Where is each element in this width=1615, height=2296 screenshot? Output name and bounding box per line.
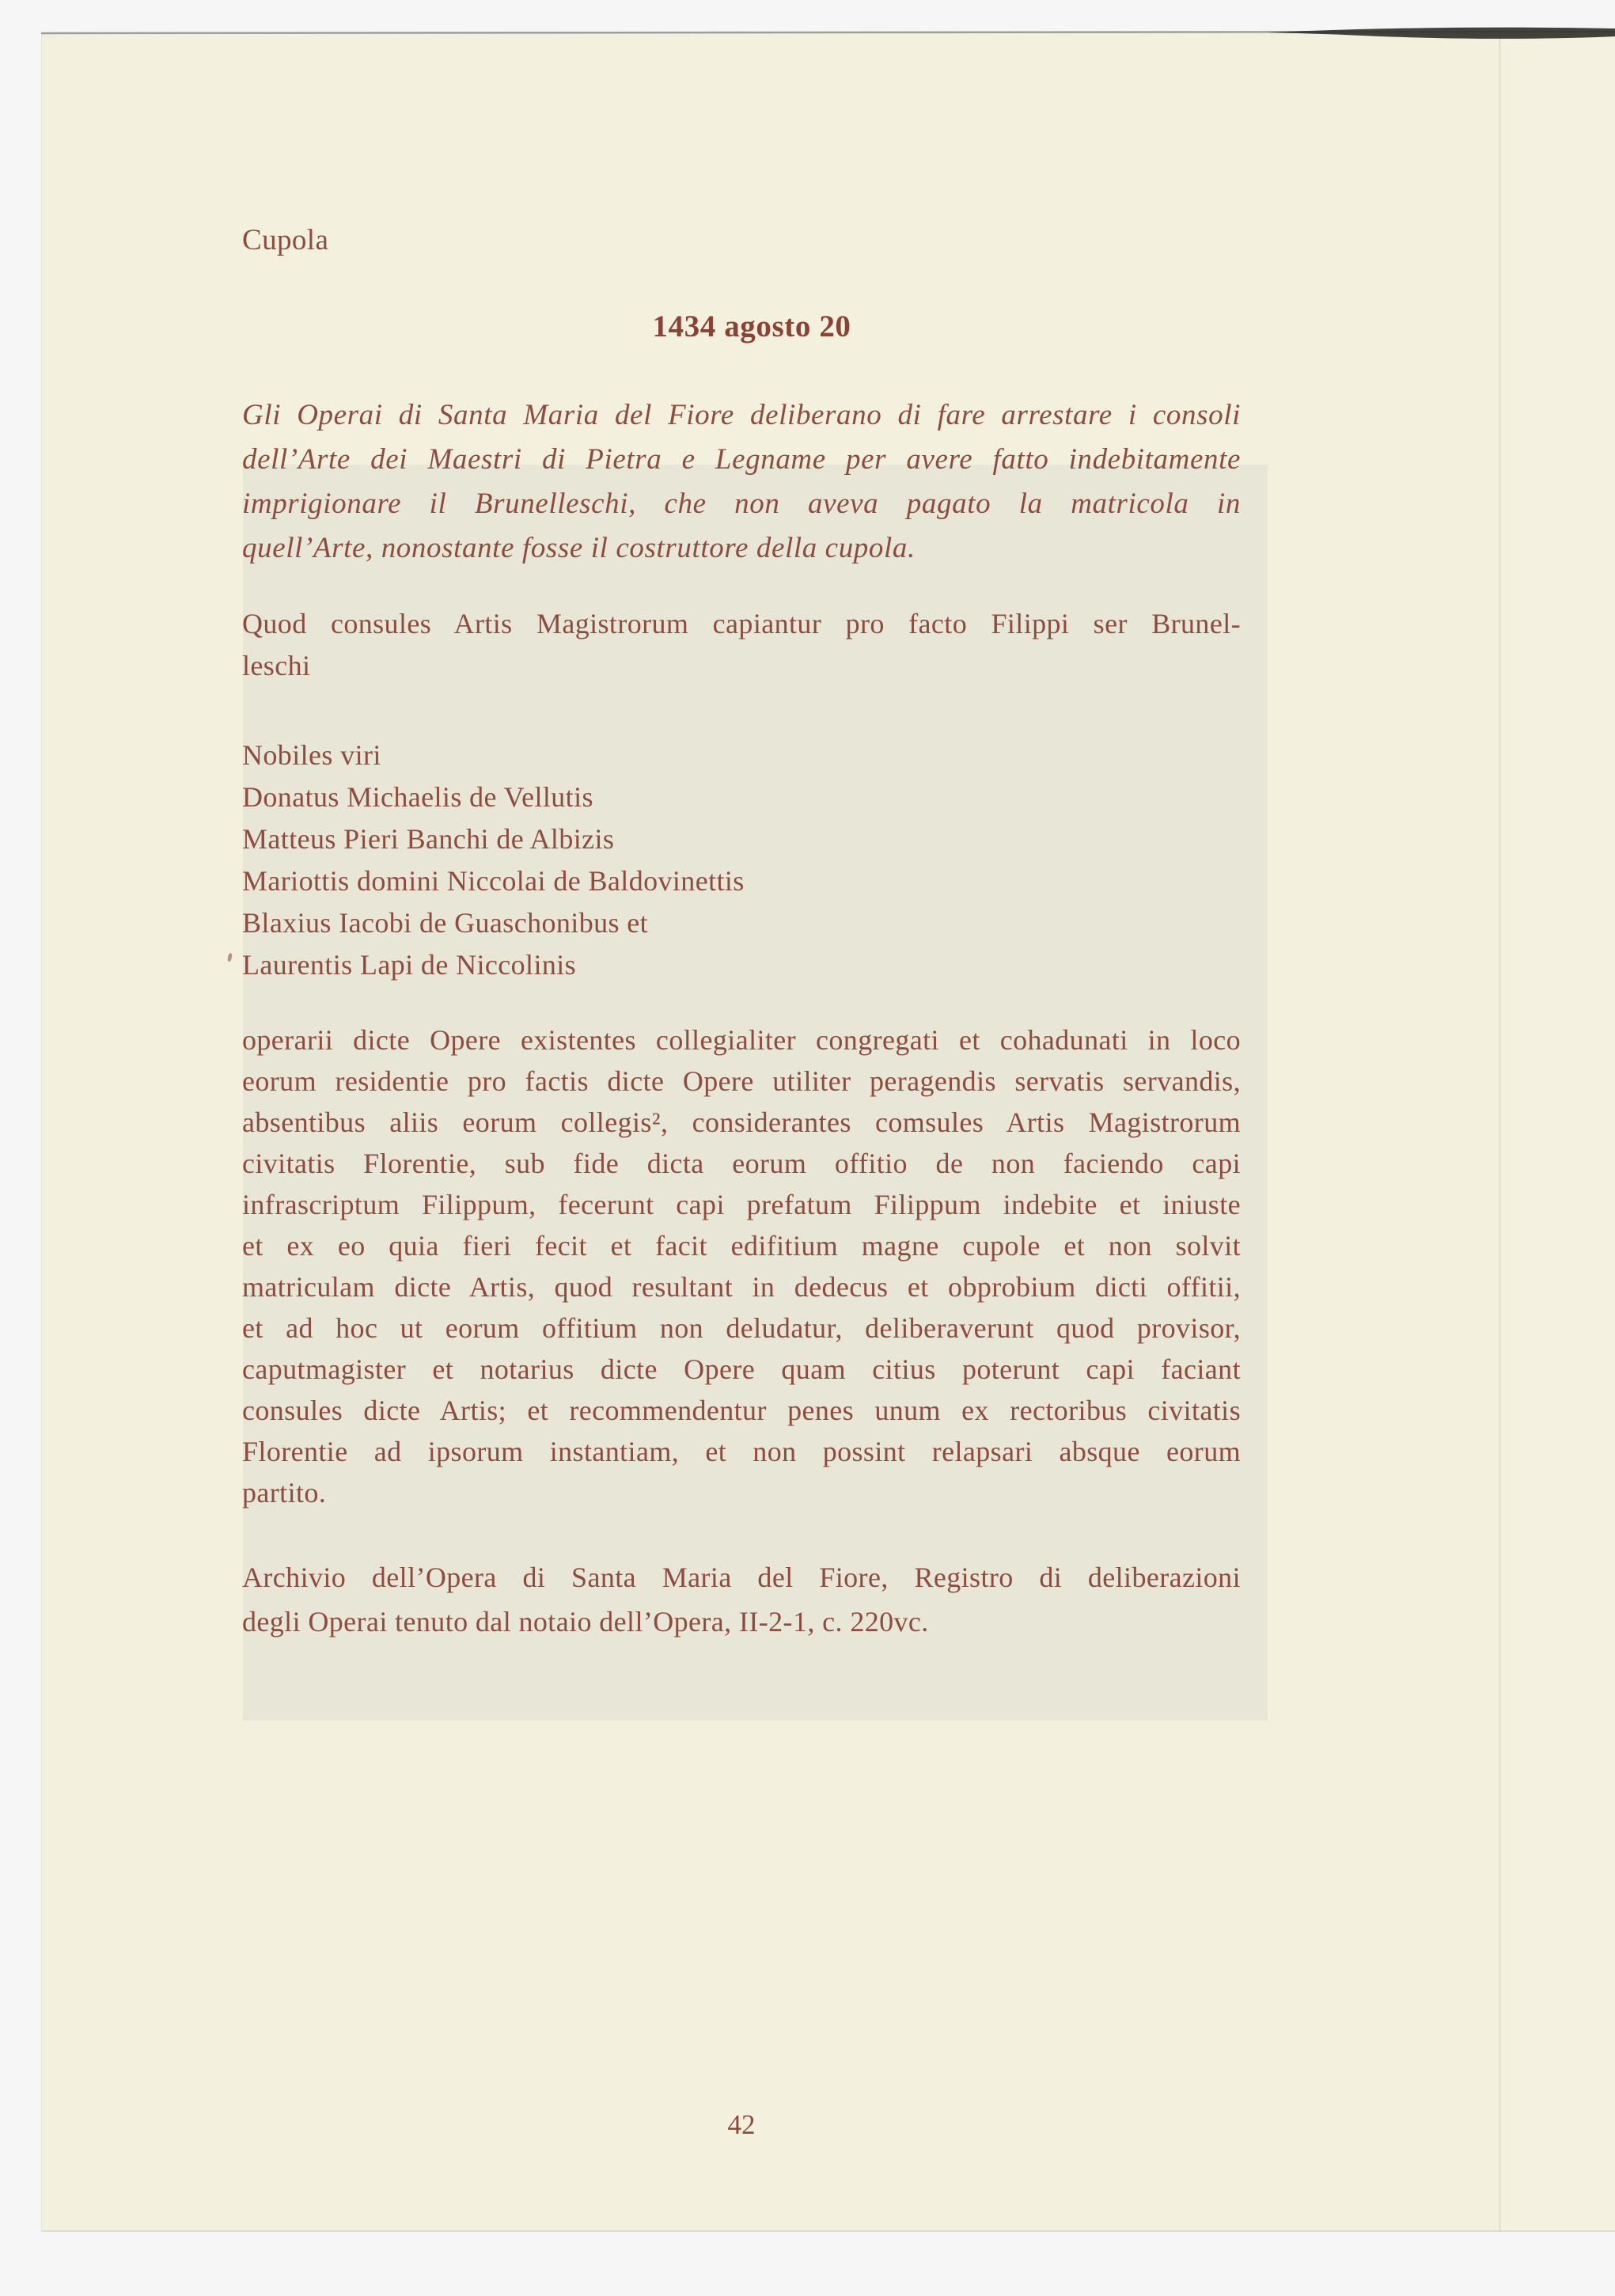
- summary-line: Gli Operai di Santa Maria del Fiore deliberano di fare arrestare i consoli: [242, 399, 1241, 431]
- body-line: eorum residentie pro factis dicte Opere utiliter peragendis servatis servandis,: [242, 1065, 1241, 1097]
- body-paragraph: [242, 1019, 1241, 1513]
- body-line: et ex eo quia fieri fecit et facit edifitium magne cupole et non solvit: [242, 1230, 1241, 1262]
- body-line: caputmagister et notarius dicte Opere quam citius poterunt capi faciant: [242, 1353, 1241, 1385]
- date-heading: 1434 agosto 20: [652, 309, 851, 343]
- body-line: infrascriptum Filippum, fecerunt capi prefatum Filippum indebite et iniuste: [242, 1189, 1241, 1220]
- scan-speck: [227, 953, 233, 962]
- body-line: et ad hoc ut eorum offitium non deludatur, deliberaverunt quod provisor,: [242, 1312, 1241, 1344]
- summary-line: imprigionare il Brunelleschi, che non aveva pagato la matricola in: [242, 488, 1241, 520]
- attendee-line: Mariottis domini Niccolai de Baldovinettis: [242, 865, 745, 897]
- body-line: consules dicte Artis; et recommendentur penes unum ex rectoribus civitatis: [242, 1395, 1241, 1426]
- body-line: matriculam dicte Artis, quod resultant in dedecus et obprobium dicti offitii,: [242, 1271, 1241, 1303]
- body-line: civitatis Florentie, sub fide dicta eorum offitio de non faciendo capi: [242, 1148, 1241, 1179]
- rubric-line: leschi: [242, 650, 311, 681]
- summary-line: dell’Arte dei Maestri di Pietra e Legname per avere fatto indebitamente: [242, 443, 1241, 476]
- summary-paragraph: [242, 393, 1241, 571]
- body-line: absentibus aliis eorum collegis², considerantes comsules Artis Magistrorum: [242, 1106, 1241, 1138]
- rubric-line: Quod consules Artis Magistrorum capiantur pro facto Filippi ser Brunel-: [242, 608, 1241, 639]
- body-line: operarii dicte Opere existentes collegialiter congregati et cohadunati in loco: [242, 1024, 1241, 1056]
- body-line: partito.: [242, 1477, 327, 1509]
- fold-highlight: [1501, 33, 1615, 2230]
- citation-line: Archivio dell’Opera di Santa Maria del Fiore, Registro di deliberazioni: [242, 1562, 1241, 1593]
- body-line: Florentie ad ipsorum instantiam, et non possint relapsari absque eorum: [242, 1436, 1241, 1467]
- attendees-list: [242, 734, 1241, 986]
- section-label: Cupola: [242, 224, 329, 256]
- citation-line: degli Operai tenuto dal notaio dell’Opera, II-2-1, c. 220vc.: [242, 1606, 929, 1638]
- page-number: 42: [727, 2109, 756, 2140]
- attendee-line: Blaxius Iacobi de Guaschonibus et: [242, 907, 649, 939]
- attendee-line: Matteus Pieri Banchi de Albizis: [242, 823, 615, 855]
- attendee-line: Laurentis Lapi de Niccolinis: [242, 949, 577, 981]
- attendee-line: Donatus Michaelis de Vellutis: [242, 781, 593, 813]
- source-citation: [242, 1555, 1241, 1644]
- summary-line: quell’Arte, nonostante fosse il costruttore della cupola.: [242, 532, 916, 564]
- attendee-line: Nobiles viri: [242, 739, 381, 771]
- scanned-page: [41, 33, 1615, 2232]
- rubric-paragraph: [242, 603, 1241, 687]
